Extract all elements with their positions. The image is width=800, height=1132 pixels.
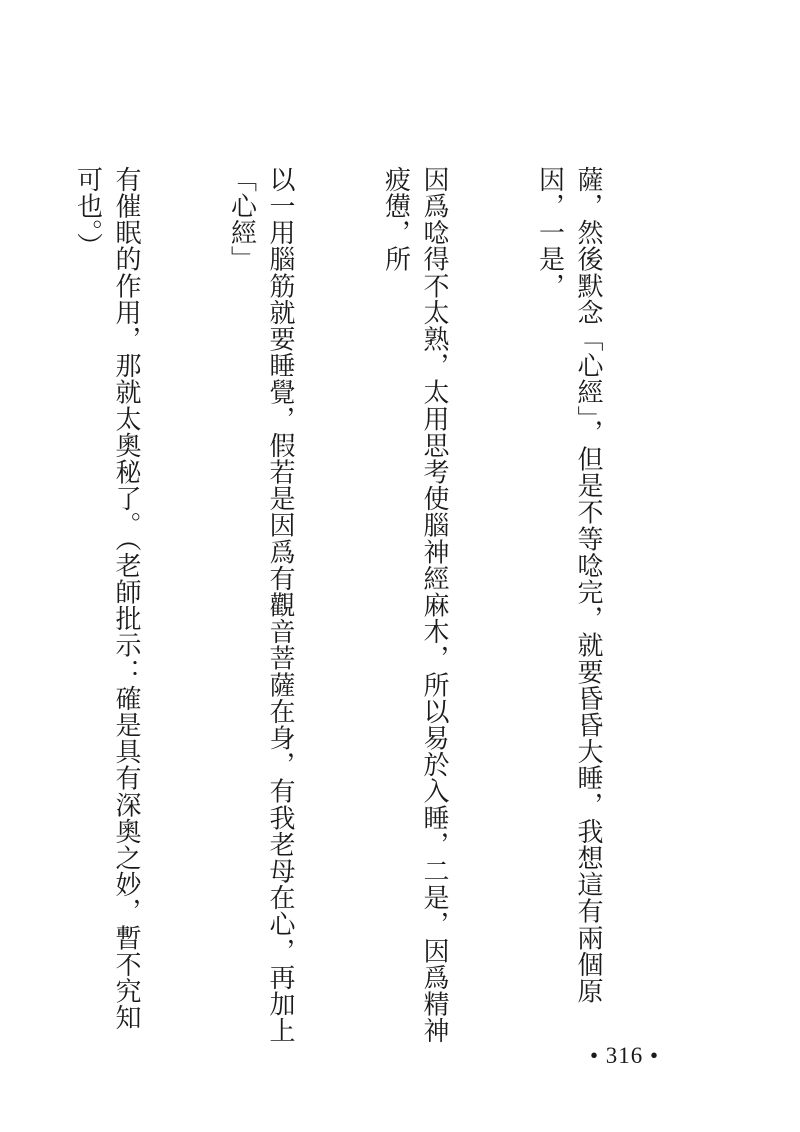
vertical-text-body (0, 166, 684, 1046)
text-line: 以一用腦筋就要睡覺，假若是因爲有觀音菩薩在身，有我老母在心，再加上「心經」 (226, 166, 295, 1044)
page-number: • 316 • (590, 1043, 660, 1068)
text-line: 有催眠的作用，那就太奧秘了。（老師批示：確是具有深奧之妙，暫不究知可也。） (72, 166, 141, 1031)
text-line: 薩，然後默念「心經」，但是不等唸完，就要昏昏大睡，我想這有兩個原因，一是， (534, 166, 603, 1005)
text-line: 因爲唸得不太熟，太用思考使腦神經麻木，所以易於入睡，二是，因爲精神疲憊，所 (380, 166, 449, 1044)
